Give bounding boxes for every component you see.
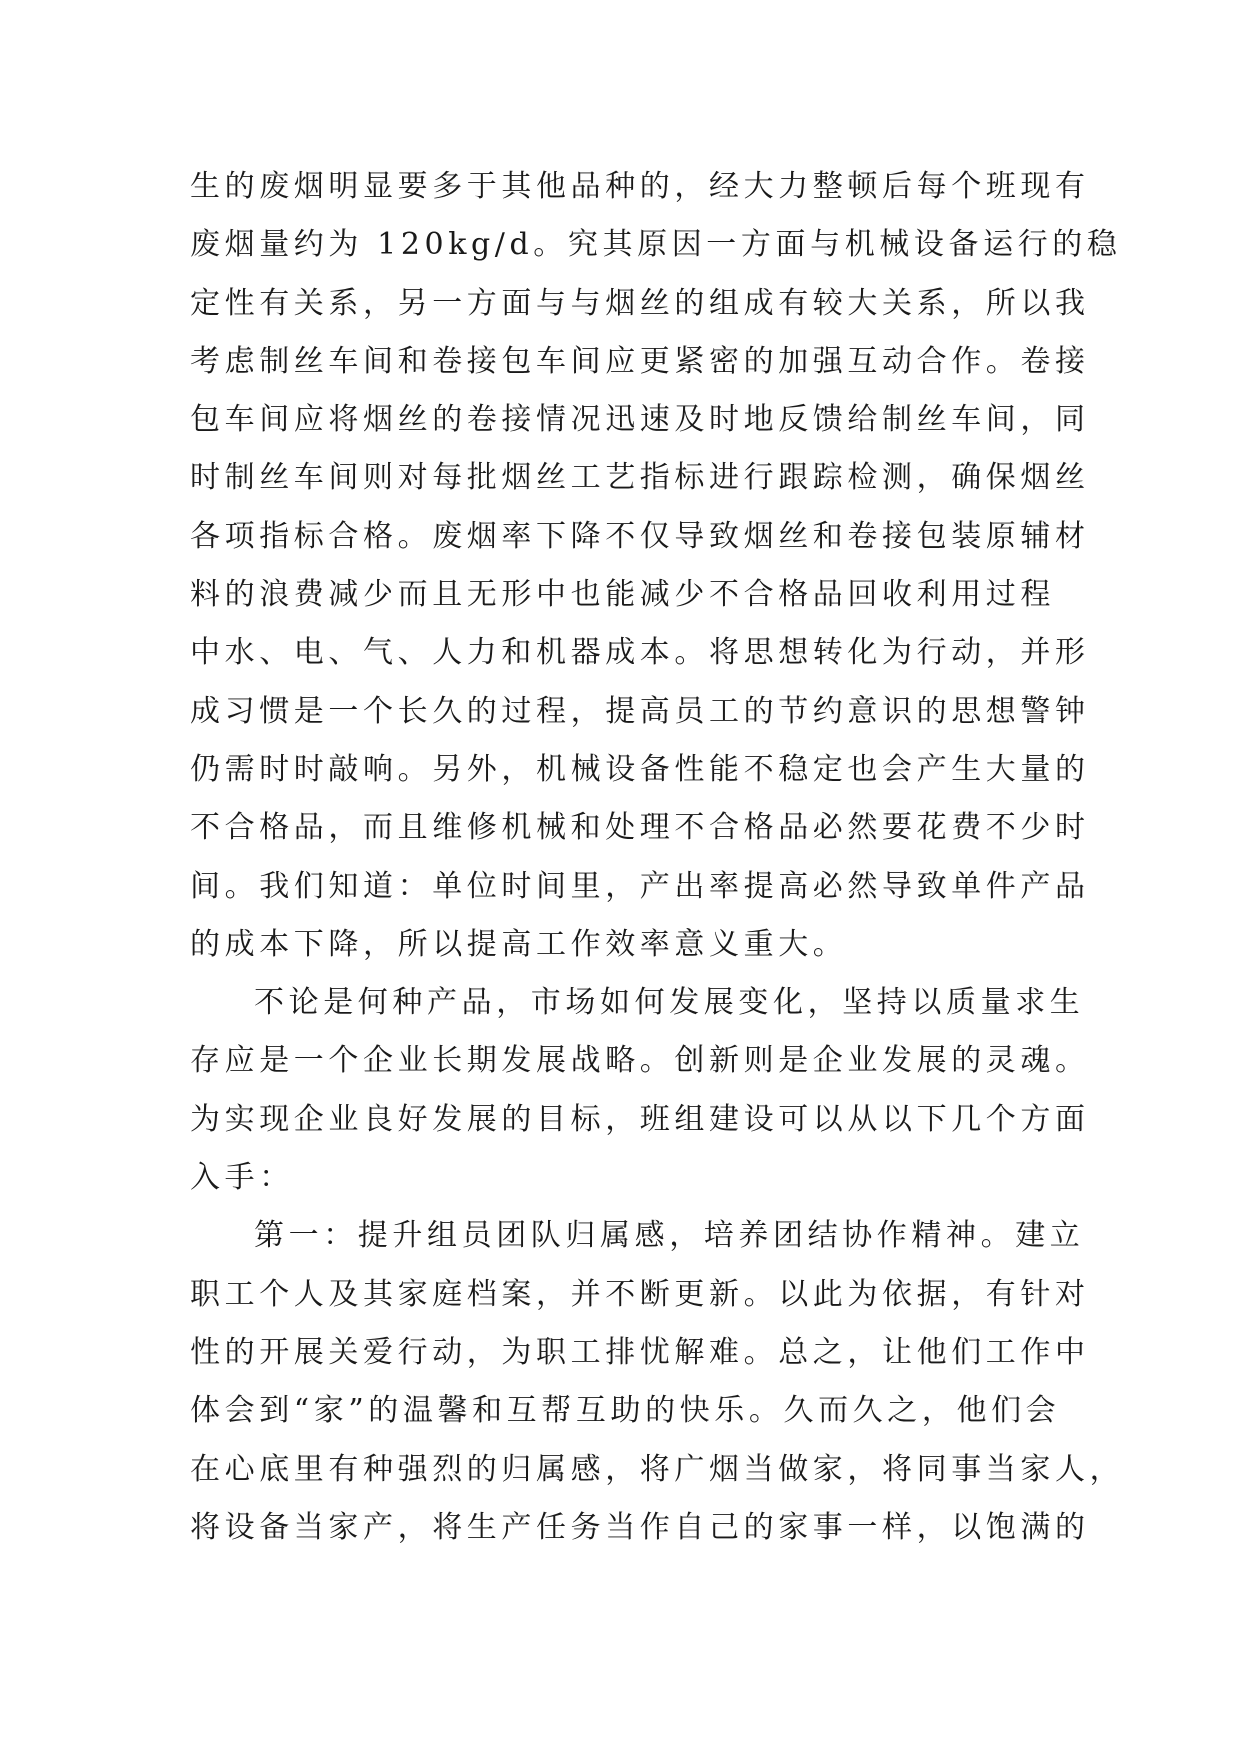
text-line: 为实现企业良好发展的目标，班组建设可以从以下几个方面 <box>190 1101 1090 1137</box>
text-line: 性的开展关爱行动，为职工排忧解难。总之，让他们工作中 <box>190 1334 1090 1370</box>
text-line: 入手： <box>190 1160 294 1196</box>
text-line: 仍需时时敲响。另外，机械设备性能不稳定也会产生大量的 <box>190 751 1090 787</box>
paragraph-quality-strategy <box>190 974 1090 1207</box>
paragraph-waste-analysis <box>190 158 1122 974</box>
text-line: 时制丝车间则对每批烟丝工艺指标进行跟踪检测，确保烟丝 <box>190 460 1090 496</box>
text-line: 废烟量约为 120kg/d。究其原因一方面与机械设备运行的稳 <box>190 227 1122 263</box>
text-line: 体会到“家”的温馨和互帮互助的快乐。久而久之，他们会 <box>190 1393 1061 1429</box>
text-line: 第一：提升组员团队归属感，培养团结协作精神。建立 <box>254 1218 1085 1254</box>
text-line: 在心底里有种强烈的归属感，将广烟当做家，将同事当家人， <box>190 1451 1125 1487</box>
text-line: 不合格品，而且维修机械和处理不合格品必然要花费不少时 <box>190 810 1090 846</box>
paragraph-first-point <box>190 1207 1125 1557</box>
text-line: 将设备当家产，将生产任务当作自己的家事一样，以饱满的 <box>190 1509 1090 1545</box>
text-line: 料的浪费减少而且无形中也能减少不合格品回收利用过程 <box>190 577 1055 613</box>
text-line: 包车间应将烟丝的卷接情况迅速及时地反馈给制丝车间，同 <box>190 402 1090 438</box>
text-line: 生的废烟明显要多于其他品种的，经大力整顿后每个班现有 <box>190 169 1090 204</box>
text-line: 不论是何种产品，市场如何发展变化，坚持以质量求生 <box>254 985 1085 1021</box>
body-text <box>190 158 1125 1557</box>
text-line: 中水、电、气、人力和机器成本。将思想转化为行动，并形 <box>190 635 1090 671</box>
text-line: 定性有关系，另一方面与与烟丝的组成有较大关系，所以我 <box>190 285 1090 321</box>
text-line: 存应是一个企业长期发展战略。创新则是企业发展的灵魂。 <box>190 1043 1090 1079</box>
text-line: 的成本下降，所以提高工作效率意义重大。 <box>190 926 848 962</box>
text-line: 考虑制丝车间和卷接包车间应更紧密的加强互动合作。卷接 <box>190 343 1090 379</box>
text-line: 各项指标合格。废烟率下降不仅导致烟丝和卷接包装原辅材 <box>190 518 1090 554</box>
text-line: 职工个人及其家庭档案，并不断更新。以此为依据，有针对 <box>190 1276 1090 1312</box>
text-line: 间。我们知道：单位时间里，产出率提高必然导致单件产品 <box>190 868 1090 904</box>
text-line: 成习惯是一个长久的过程，提高员工的节约意识的思想警钟 <box>190 693 1090 729</box>
